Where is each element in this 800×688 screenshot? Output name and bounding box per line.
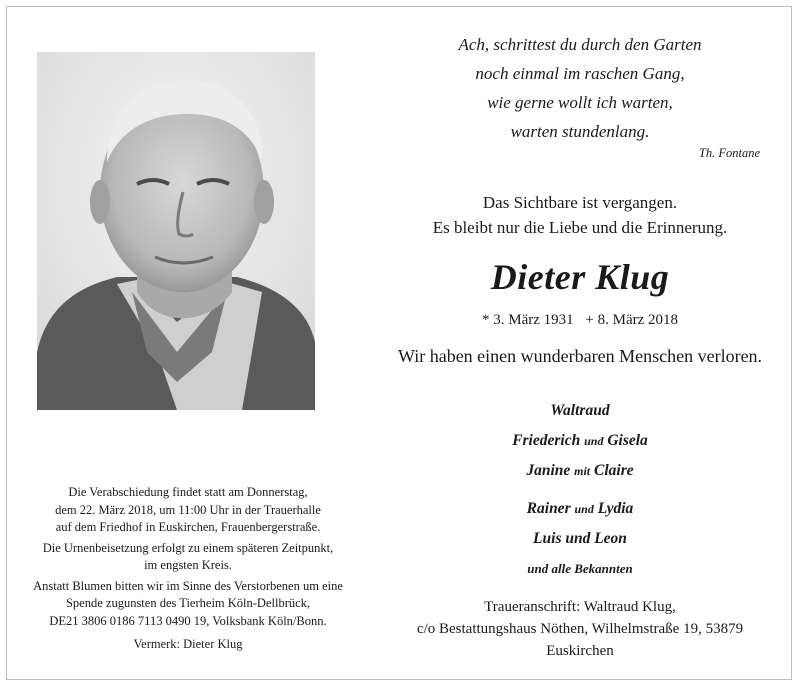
family-joiner: und <box>574 502 594 516</box>
family-row <box>380 396 780 426</box>
family-row <box>380 456 780 486</box>
text-line: dem 22. März 2018, um 11:00 Uhr in der Trauerhalle <box>55 502 321 517</box>
loss-statement: Wir haben einen wunderbaren Menschen verloren. <box>397 346 763 366</box>
donation-reference: Vermerk: Dieter Klug <box>133 637 243 651</box>
text-line: auf dem Friedhof in Euskirchen, Frauenbergerstraße. <box>55 520 321 534</box>
family-name: Janine <box>526 462 571 479</box>
text-line: Die Urnenbeisetzung erfolgt zu einem späteren Zeitpunkt, <box>42 540 334 555</box>
family-name: Friederich <box>512 432 581 449</box>
poem-line: noch einmal im raschen Gang, <box>475 64 685 83</box>
family-name: Claire <box>594 462 634 479</box>
text-line: DE21 3806 0186 7113 0490 19, Volksbank Köln/Bonn. <box>49 613 327 628</box>
family-row <box>380 554 780 584</box>
poem-author: Th. Fontane <box>698 146 760 160</box>
family-row <box>380 426 780 456</box>
address-line: Euskirchen <box>546 643 614 659</box>
family-name: Waltraud <box>550 402 610 419</box>
saying-line-2: Es bleibt nur die Liebe und die Erinnerung. <box>432 218 728 237</box>
portrait-image <box>37 52 315 410</box>
family-row <box>380 494 780 524</box>
family-list <box>380 396 780 584</box>
family-joiner: und <box>584 434 604 448</box>
family-name: Rainer <box>526 500 571 517</box>
life-dates <box>380 312 780 329</box>
deceased-name: Dieter Klug <box>490 257 670 297</box>
address-line: c/o Bestattungshaus Nöthen, Wilhelmstraße 19, 53879 <box>416 621 744 637</box>
death-date: + 8. März 2018 <box>585 312 678 328</box>
saying <box>380 190 780 240</box>
portrait-photo <box>37 52 315 410</box>
ceremony-paragraph <box>18 484 358 537</box>
birth-date: * 3. März 1931 <box>481 312 574 328</box>
burial-paragraph <box>18 540 358 575</box>
farewell-info <box>18 484 358 654</box>
poem-line: Ach, schrittest du durch den Garten <box>458 35 702 54</box>
family-others: und alle Bekannten <box>527 561 633 576</box>
poem <box>380 30 780 146</box>
text-line: Die Verabschiedung findet statt am Donnerstag, <box>68 485 308 499</box>
text-line: im engsten Kreis. <box>144 558 232 572</box>
mourning-address <box>380 596 780 662</box>
family-joiner: mit <box>574 464 591 478</box>
text-line: Anstatt Blumen bitten wir im Sinne des Verstorbenen um eine <box>33 578 343 593</box>
poem-line: warten stundenlang. <box>510 122 650 141</box>
family-name: Luis und Leon <box>533 530 627 547</box>
poem-line: wie gerne wollt ich warten, <box>487 93 673 112</box>
donation-paragraph <box>18 578 358 631</box>
family-row <box>380 524 780 554</box>
address-line: Traueranschrift: Waltraud Klug, <box>484 599 676 615</box>
family-name: Gisela <box>607 432 648 449</box>
text-line: Spende zugunsten des Tierheim Köln-Dellbrück, <box>65 596 311 610</box>
saying-line-1: Das Sichtbare ist vergangen. <box>482 193 678 212</box>
family-name: Lydia <box>597 500 634 517</box>
